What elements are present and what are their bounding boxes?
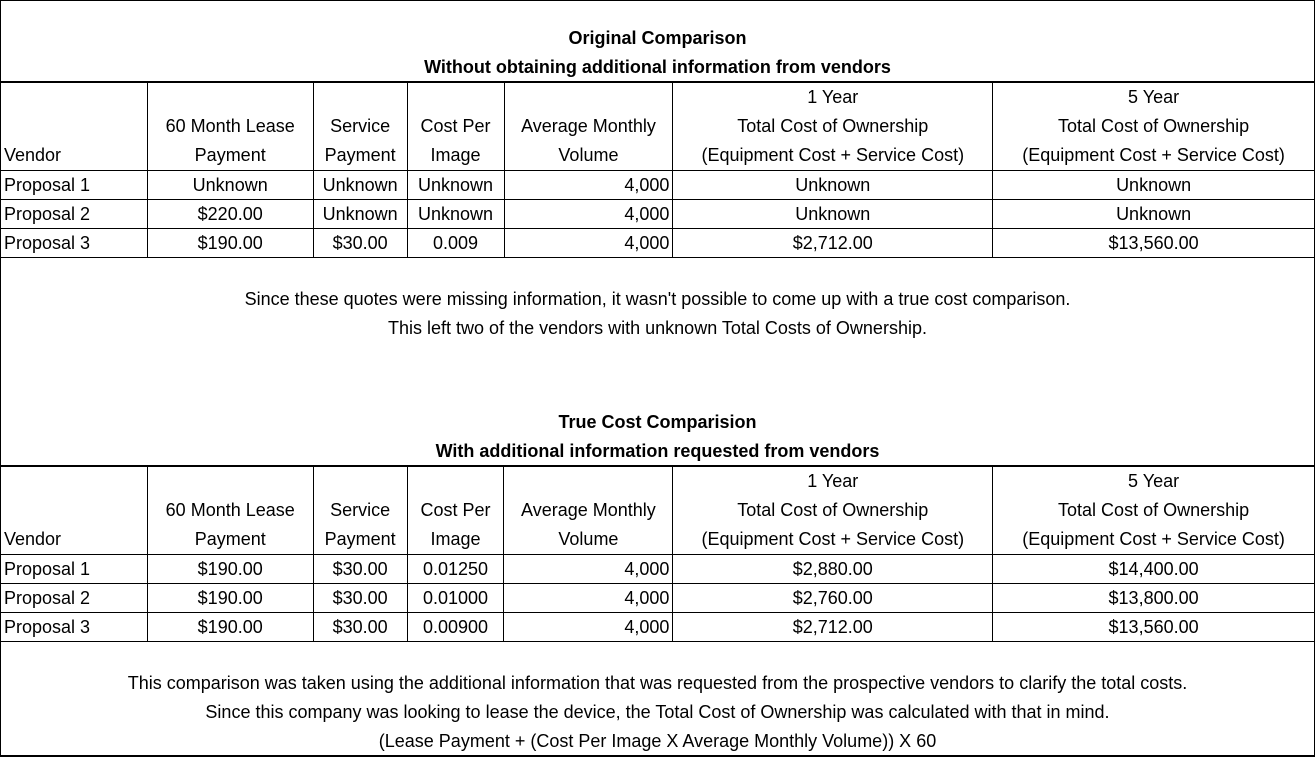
table-row — [1, 200, 1315, 229]
true-cost-note-line-2: Since this company was looking to lease the device, the Total Cost of Ownership was calculated with that in mind. — [205, 702, 1110, 722]
table-row — [1, 171, 1315, 200]
original-comparison-table — [0, 81, 1315, 258]
header-cost-per-image: Cost Per Image — [407, 82, 504, 171]
cell-lease: $220.00 — [147, 200, 313, 229]
header-5yr-tco: 5 Year Total Cost of Ownership (Equipment Cost + Service Cost) — [993, 82, 1315, 171]
header-vendor: Vendor — [1, 82, 148, 171]
header-cost-per-image: Cost Per Image — [407, 466, 504, 555]
header-monthly-volume: Average Monthly Volume — [504, 466, 673, 555]
header-monthly-volume: Average Monthly Volume — [504, 82, 673, 171]
cell-1yr: $2,712.00 — [673, 613, 993, 642]
original-note-line-2: This left two of the vendors with unknown Total Costs of Ownership. — [388, 318, 927, 338]
cell-lease: $190.00 — [147, 555, 313, 584]
formula-note: (Lease Payment + (Cost Per Image X Average Monthly Volume)) X 60 — [378, 731, 937, 751]
cell-cpi: 0.01000 — [407, 584, 504, 613]
cell-volume: 4,000 — [504, 229, 673, 258]
cell-lease: $190.00 — [147, 584, 313, 613]
header-lease-payment: 60 Month Lease Payment — [147, 466, 313, 555]
table-row — [1, 613, 1315, 642]
cell-cpi: 0.01250 — [407, 555, 504, 584]
true-cost-subtitle: With additional information requested from vendors — [435, 441, 880, 461]
cell-volume: 4,000 — [504, 200, 673, 229]
header-1yr-tco: 1 Year Total Cost of Ownership (Equipment Cost + Service Cost) — [673, 466, 993, 555]
cell-vendor: Proposal 2 — [1, 584, 148, 613]
original-title: Original Comparison — [568, 28, 747, 48]
cell-5yr: $13,560.00 — [993, 613, 1315, 642]
cell-1yr: Unknown — [673, 200, 993, 229]
cell-vendor: Proposal 3 — [1, 229, 148, 258]
true-cost-title: True Cost Comparision — [558, 412, 757, 432]
cell-vendor: Proposal 1 — [1, 555, 148, 584]
header-1yr-tco: 1 Year Total Cost of Ownership (Equipment Cost + Service Cost) — [673, 82, 993, 171]
true-cost-comparison-table — [0, 465, 1315, 642]
cell-service: $30.00 — [313, 613, 407, 642]
cell-1yr: $2,712.00 — [673, 229, 993, 258]
cell-vendor: Proposal 1 — [1, 171, 148, 200]
cell-cpi: 0.00900 — [407, 613, 504, 642]
header-vendor: Vendor — [1, 466, 148, 555]
cell-volume: 4,000 — [504, 613, 673, 642]
cell-lease: $190.00 — [147, 229, 313, 258]
header-5yr-tco: 5 Year Total Cost of Ownership (Equipment Cost + Service Cost) — [993, 466, 1315, 555]
cell-5yr: Unknown — [993, 171, 1315, 200]
cell-volume: 4,000 — [504, 555, 673, 584]
cell-service: Unknown — [313, 200, 407, 229]
cell-volume: 4,000 — [504, 171, 673, 200]
header-service-payment: Service Payment — [313, 466, 407, 555]
cell-5yr: $13,800.00 — [993, 584, 1315, 613]
cell-5yr: Unknown — [993, 200, 1315, 229]
cell-lease: $190.00 — [147, 613, 313, 642]
table-row — [1, 229, 1315, 258]
cell-1yr: Unknown — [673, 171, 993, 200]
table-row — [1, 584, 1315, 613]
cell-5yr: $13,560.00 — [993, 229, 1315, 258]
header-lease-payment: 60 Month Lease Payment — [147, 82, 313, 171]
cell-1yr: $2,880.00 — [673, 555, 993, 584]
true-cost-note-line-1: This comparison was taken using the additional information that was requested from the prospective vendors to clarify the total costs. — [127, 673, 1188, 693]
cell-lease: Unknown — [147, 171, 313, 200]
cell-1yr: $2,760.00 — [673, 584, 993, 613]
table-row — [1, 555, 1315, 584]
header-row — [1, 82, 1315, 171]
cell-cpi: 0.009 — [407, 229, 504, 258]
cell-5yr: $14,400.00 — [993, 555, 1315, 584]
cell-vendor: Proposal 2 — [1, 200, 148, 229]
header-service-payment: Service Payment — [313, 82, 407, 171]
header-row — [1, 466, 1315, 555]
cell-cpi: Unknown — [407, 200, 504, 229]
cell-volume: 4,000 — [504, 584, 673, 613]
cell-service: $30.00 — [313, 229, 407, 258]
cell-cpi: Unknown — [407, 171, 504, 200]
cell-service: $30.00 — [313, 555, 407, 584]
original-subtitle: Without obtaining additional information from vendors — [424, 57, 891, 77]
cell-service: Unknown — [313, 171, 407, 200]
cell-vendor: Proposal 3 — [1, 613, 148, 642]
original-note-line-1: Since these quotes were missing information, it wasn't possible to come up with a true cost comparison. — [244, 289, 1071, 309]
cell-service: $30.00 — [313, 584, 407, 613]
